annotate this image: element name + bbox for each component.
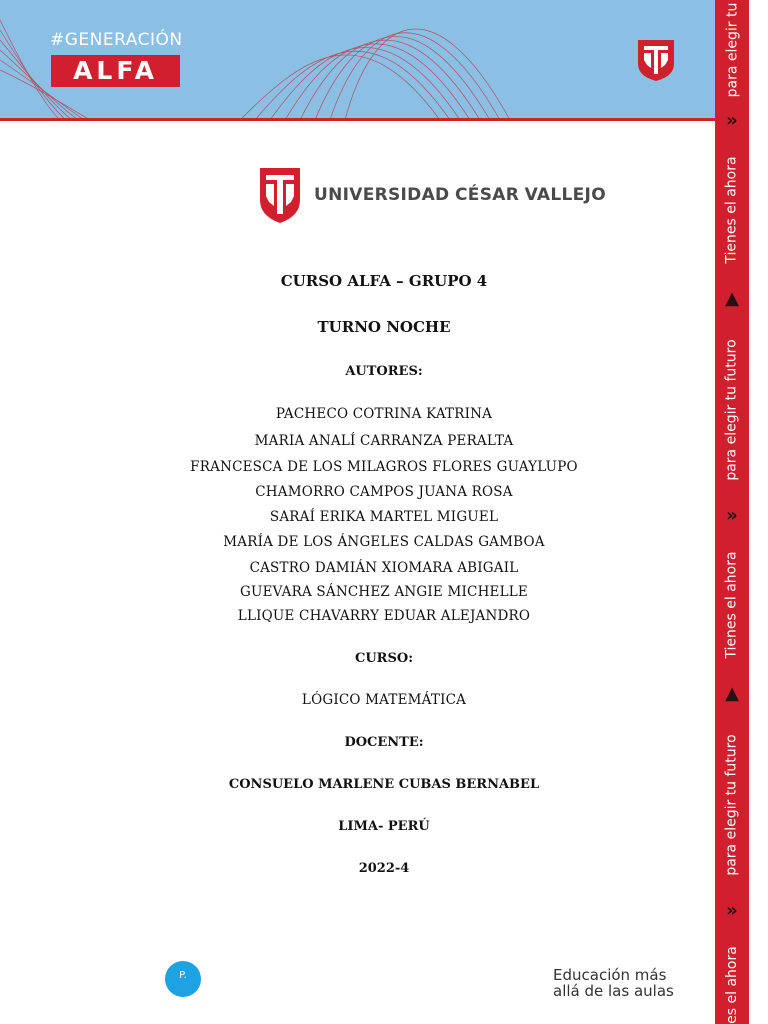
teacher-heading: DOCENTE:	[344, 735, 424, 750]
double-caret-icon: ▲	[725, 288, 739, 309]
footer-slogan	[553, 967, 674, 999]
location: LIMA- PERÚ	[338, 819, 430, 834]
author-item: LLIQUE CHAVARRY EDUAR ALEJANDRO	[237, 608, 531, 624]
author-item: FRANCESCA DE LOS MILAGROS FLORES GUAYLUPO	[190, 459, 578, 475]
authors-heading: AUTORES:	[345, 364, 423, 379]
university-name: UNIVERSIDAD CÉSAR VALLEJO	[314, 185, 606, 205]
university-logo	[258, 166, 606, 224]
stripe-phrase: Tienes el ahora	[724, 551, 741, 659]
page-marker-badge: P.	[165, 961, 201, 997]
stripe-phrase: es el ahora	[724, 946, 741, 1024]
stripe-phrase: para elegir tu	[724, 2, 740, 98]
author-item: SARAÍ ERIKA MARTEL MIGUEL	[269, 509, 499, 525]
ucv-shield-icon	[258, 166, 302, 224]
author-item: MARIA ANALÍ CARRANZA PERALTA	[254, 433, 514, 449]
stripe-phrase: para elegir tu futuro	[724, 734, 740, 876]
author-item: CHAMORRO CAMPOS JUANA ROSA	[255, 484, 513, 500]
stripe-phrase: Tienes el ahora	[724, 156, 741, 264]
author-item: MARÍA DE LOS ÁNGELES CALDAS GAMBOA	[223, 534, 545, 550]
author-item: PACHECO COTRINA KATRINA	[275, 406, 493, 422]
author-item: GUEVARA SÁNCHEZ ANGIE MICHELLE	[240, 584, 528, 600]
alfa-brand-box: ALFA	[51, 55, 180, 87]
double-chevron-icon: »	[726, 505, 738, 526]
author-item: CASTRO DAMIÁN XIOMARA ABIGAIL	[249, 560, 519, 576]
shift-title: TURNO NOCHE	[317, 318, 451, 336]
header-divider	[0, 118, 715, 121]
header-banner	[0, 0, 715, 120]
year: 2022-4	[358, 861, 410, 876]
course-heading: CURSO:	[355, 651, 413, 666]
course-name: LÓGICO MATEMÁTICA	[301, 692, 467, 708]
double-chevron-icon: »	[726, 900, 738, 921]
double-chevron-icon: »	[726, 110, 738, 131]
ucv-crest-icon	[636, 38, 676, 82]
course-group-title: CURSO ALFA – GRUPO 4	[280, 272, 488, 290]
hashtag-generacion: #GENERACIÓN	[50, 30, 183, 50]
stripe-phrase: para elegir tu futuro	[724, 339, 740, 481]
slogan-line: Educación más	[553, 966, 667, 984]
double-caret-icon: ▲	[725, 683, 739, 704]
teacher-name: CONSUELO MARLENE CUBAS BERNABEL	[228, 777, 540, 792]
slogan-line: allá de las aulas	[553, 982, 674, 1000]
